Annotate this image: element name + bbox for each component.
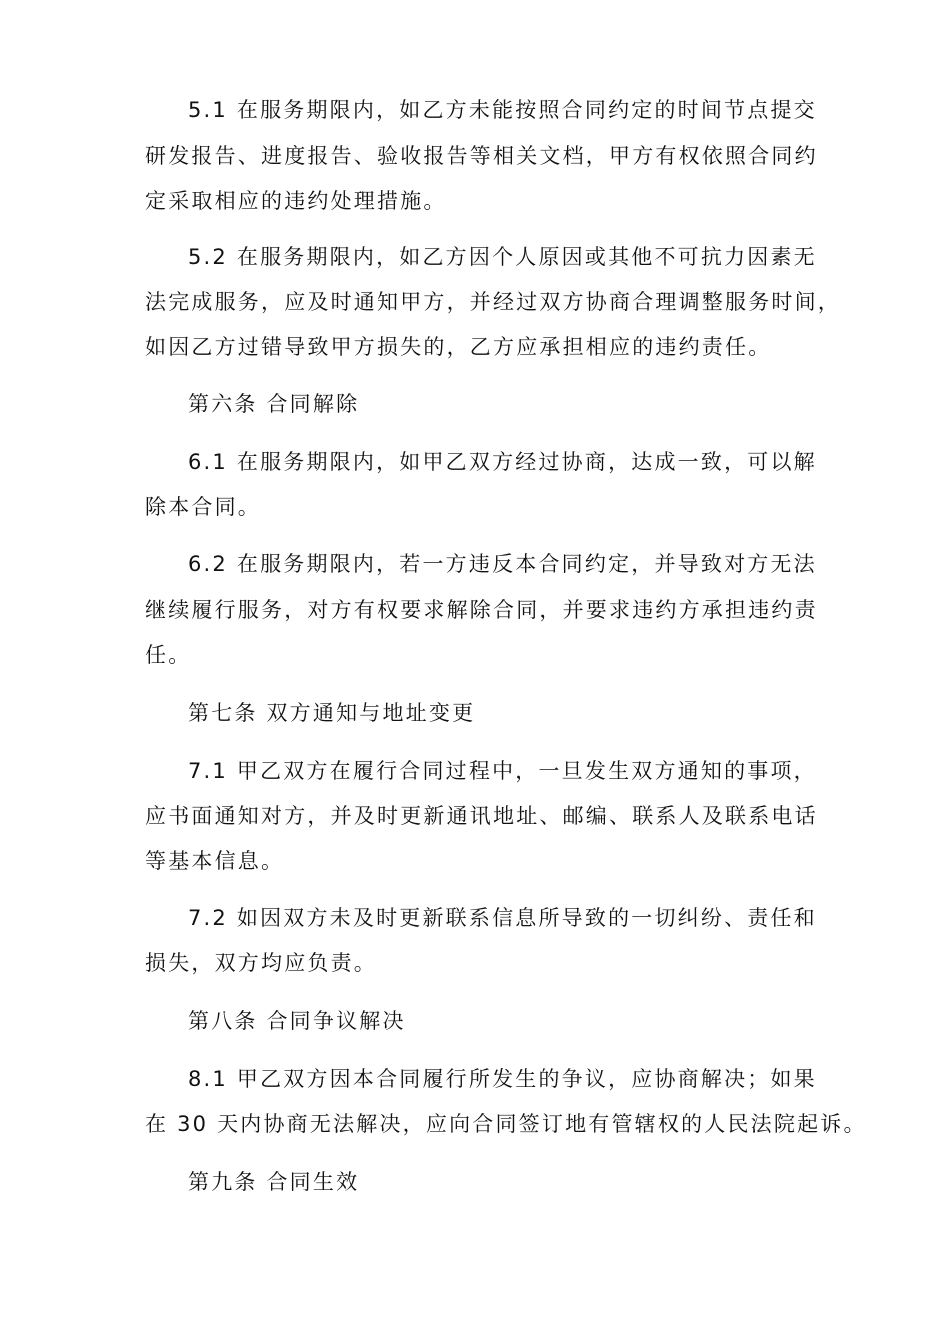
clause-6-1-line-2: 除本合同。	[145, 495, 261, 519]
clause-8-1-line-2: 在 30 天内协商无法解决，应向合同签订地有管辖权的人民法院起诉。	[145, 1112, 867, 1136]
clause-7-1-line-1: 7.1 甲乙双方在履行合同过程中，一旦发生双方通知的事项，	[188, 759, 817, 783]
clause-5-2-line-1: 5.2 在服务期限内，如乙方因个人原因或其他不可抗力因素无	[188, 245, 817, 269]
clause-5-2-line-3: 如因乙方过错导致甲方损失的，乙方应承担相应的违约责任。	[145, 335, 772, 359]
clause-5-2-line-2: 法完成服务，应及时通知甲方，并经过双方协商合理调整服务时间，	[145, 290, 841, 314]
clause-7-2-line-2: 损失，双方均应负责。	[145, 951, 377, 975]
clause-7-1-line-3: 等基本信息。	[145, 849, 285, 873]
article-9-heading: 第九条 合同生效	[188, 1170, 360, 1194]
clause-5-1-line-1: 5.1 在服务期限内，如乙方未能按照合同约定的时间节点提交	[188, 98, 817, 122]
clause-5-1-line-3: 定采取相应的违约处理措施。	[145, 189, 447, 213]
clause-6-2-line-3: 任。	[145, 643, 192, 667]
article-7-heading: 第七条 双方通知与地址变更	[188, 701, 476, 725]
clause-5-1-line-2: 研发报告、进度报告、验收报告等相关文档，甲方有权依照合同约	[145, 144, 818, 168]
article-8-heading: 第八条 合同争议解决	[188, 1009, 406, 1033]
clause-6-1-line-1: 6.1 在服务期限内，如甲乙双方经过协商，达成一致，可以解	[188, 450, 817, 474]
clause-6-2-line-2: 继续履行服务，对方有权要求解除合同，并要求违约方承担违约责	[145, 598, 818, 622]
clause-7-2-line-1: 7.2 如因双方未及时更新联系信息所导致的一切纠纷、责任和	[188, 906, 817, 930]
article-6-heading: 第六条 合同解除	[188, 392, 360, 416]
clause-8-1-line-1: 8.1 甲乙双方因本合同履行所发生的争议，应协商解决；如果	[188, 1067, 817, 1091]
clause-7-1-line-2: 应书面通知对方，并及时更新通讯地址、邮编、联系人及联系电话	[145, 804, 818, 828]
clause-6-2-line-1: 6.2 在服务期限内，若一方违反本合同约定，并导致对方无法	[188, 552, 817, 576]
